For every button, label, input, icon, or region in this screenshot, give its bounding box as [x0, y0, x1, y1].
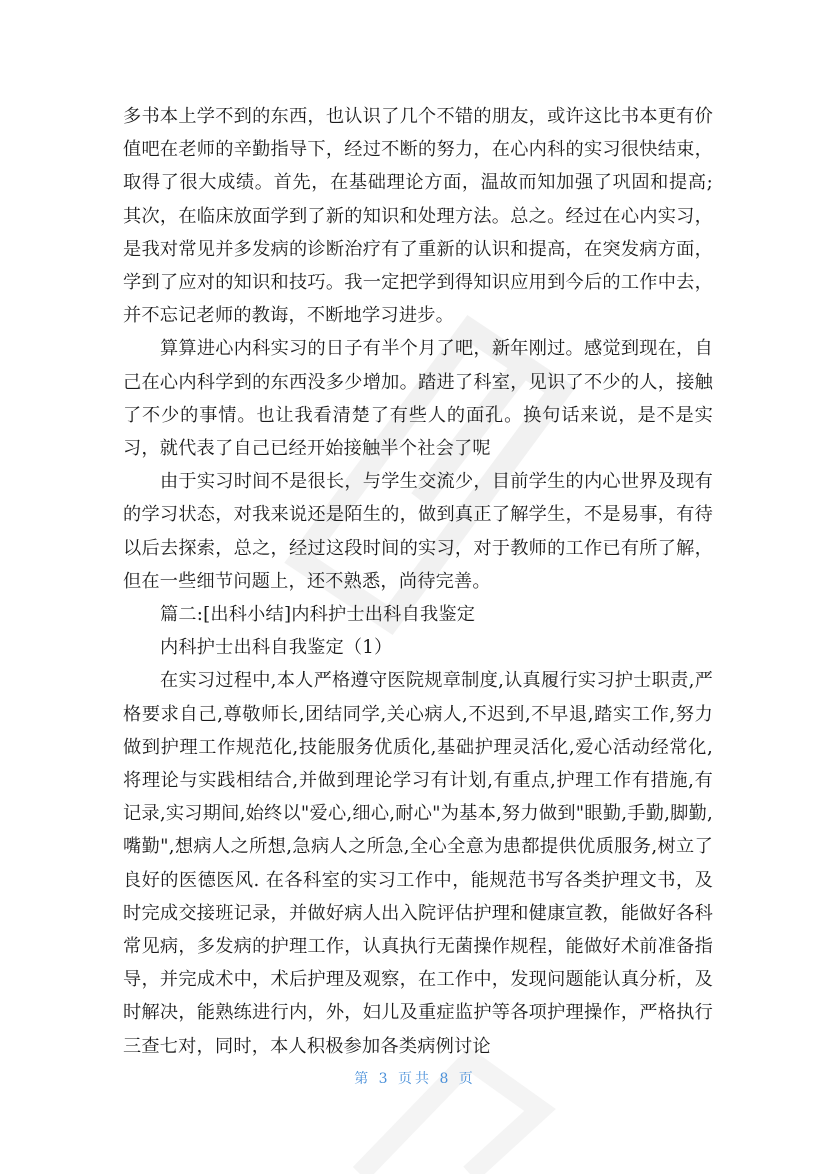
section-heading: 篇二:[出科小结]内科护士出科自我鉴定 — [160, 604, 476, 626]
paragraph-1: 多书本上学不到的东西，也认识了几个不错的朋友，或许这比书本更有价值吧在老师的辛勤指导下，经过不断的努力，在心内科的实习很快结束，取得了很大成绩。首先，在基础理论方面，温故而知加强了巩固和提高;其次，在临床放面学到了新的知识和处理方法。总之。经过在心内实习，是我对常见并多发病的诊断治疗有了重新的认识和提高，在突发病方面，学到了应对的知识和技巧。我一定把学到得知识应用到今后的工作中去，并不忘记老师的教诲，不断地学习进步。 — [123, 106, 713, 327]
page-number-footer: 第 3 页共 8 页 — [354, 1071, 476, 1087]
paragraph-3: 由于实习时间不是很长，与学生交流少，目前学生的内心世界及现有的学习状态，对我来说还是陌生的，做到真正了解学生，不是易事，有待以后去探索，总之，经过这段时间的实习，对于教师的工作已有所了解，但在一些细节问题上，还不熟悉，尚待完善。 — [123, 471, 713, 592]
document-body — [123, 100, 713, 1063]
paragraph-2: 算算进心内科实习的日子有半个月了吧，新年刚过。感觉到现在，自己在心内科学到的东西没多少增加。踏进了科室，见识了不少的人，接触了不少的事情。也让我看清楚了有些人的面孔。换句话来说，是不是实习，就代表了自己已经开始接触半个社会了呢 — [123, 338, 713, 460]
paragraph-4: 在实习过程中,本人严格遵守医院规章制度,认真履行实习护士职责,严格要求自己,尊敬师长,团结同学,关心病人,不迟到,不早退,踏实工作,努力做到护理工作规范化,技能服务优质化,基础护理灵活化,爱心活动经常化,将理论与实践相结合,并做到理论学习有计划,有重点,护理工作有措施,有记录,实习期间,始终以"爱心,细心,耐心"为基本,努力做到"眼勤,手勤,脚勤,嘴勤",想病人之所想,急病人之所急,全心全意为患都提供优质服务,树立了良好的医德医风. 在各科室的实习工作中，能规范书写各类护理文书，及时完成交接班记录，并做好病人出入院评估护理和健康宣教，能做好各科常见病，多发病的护理工作，认真执行无菌操作规程，能做好术前准备指导，并完成术中，术后护理及观察，在工作中，发现问题能认真分析，及时解决，能熟练进行内，外，妇儿及重症监护等各项护理操作，严格执行三查七对，同时，本人积极参加各类病例讨论 — [123, 670, 713, 1057]
subsection-heading: 内科护士出科自我鉴定（1） — [160, 637, 393, 659]
